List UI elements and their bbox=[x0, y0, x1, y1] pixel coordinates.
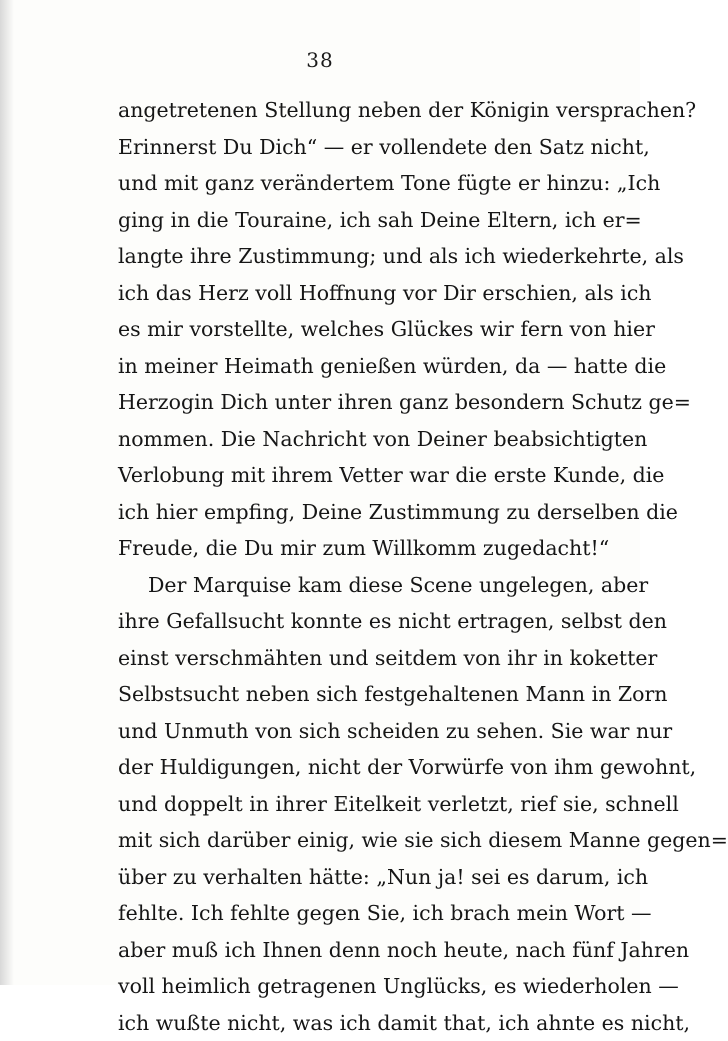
text-line: fehlte. Ich fehlte gegen Sie, ich brach mein Wort — bbox=[118, 895, 606, 932]
text-line: Erinnerst Du Dich“ — er vollendete den Satz nicht, bbox=[118, 129, 606, 166]
text-line: angetretenen Stellung neben der Königin versprachen? bbox=[118, 92, 606, 129]
text-line: Selbstsucht neben sich festgehaltenen Mann in Zorn bbox=[118, 676, 606, 713]
text-line: Herzogin Dich unter ihren ganz besondern Schutz ge= bbox=[118, 384, 606, 421]
text-line: aber muß ich Ihnen denn noch heute, nach fünf Jahren bbox=[118, 932, 606, 969]
text-line: ich wußte nicht, was ich damit that, ich ahnte es nicht, bbox=[118, 1005, 606, 1041]
text-line: langte ihre Zustimmung; und als ich wiederkehrte, als bbox=[118, 238, 606, 275]
text-line: ging in die Touraine, ich sah Deine Eltern, ich er= bbox=[118, 202, 606, 239]
text-line: der Huldigungen, nicht der Vorwürfe von ihm gewohnt, bbox=[118, 749, 606, 786]
text-line: und doppelt in ihrer Eitelkeit verletzt, rief sie, schnell bbox=[118, 786, 606, 823]
page-number: 38 bbox=[0, 48, 640, 72]
text-line: ihre Gefallsucht konnte es nicht ertragen, selbst den bbox=[118, 603, 606, 640]
text-line: nommen. Die Nachricht von Deiner beabsichtigten bbox=[118, 421, 606, 458]
text-line: mit sich darüber einig, wie sie sich diesem Manne gegen= bbox=[118, 822, 606, 859]
text-line: einst verschmähten und seitdem von ihr in koketter bbox=[118, 640, 606, 677]
body-text bbox=[118, 92, 606, 1041]
text-line: es mir vorstellte, welches Glückes wir fern von hier bbox=[118, 311, 606, 348]
paragraph-start-line: Der Marquise kam diese Scene ungelegen, aber bbox=[118, 567, 606, 604]
text-line: ich das Herz voll Hoffnung vor Dir erschien, als ich bbox=[118, 275, 606, 312]
text-line: über zu verhalten hätte: „Nun ja! sei es darum, ich bbox=[118, 859, 606, 896]
text-line: in meiner Heimath genießen würden, da — hatte die bbox=[118, 348, 606, 385]
page-gutter-shadow bbox=[0, 0, 14, 985]
text-line: voll heimlich getragenen Unglücks, es wiederholen — bbox=[118, 968, 606, 1005]
paragraph-end-line: Freude, die Du mir zum Willkomm zugedacht!“ bbox=[118, 530, 606, 567]
text-line: Verlobung mit ihrem Vetter war die erste Kunde, die bbox=[118, 457, 606, 494]
text-line: ich hier empfing, Deine Zustimmung zu derselben die bbox=[118, 494, 606, 531]
text-line: und Unmuth von sich scheiden zu sehen. Sie war nur bbox=[118, 713, 606, 750]
text-line: und mit ganz verändertem Tone fügte er hinzu: „Ich bbox=[118, 165, 606, 202]
